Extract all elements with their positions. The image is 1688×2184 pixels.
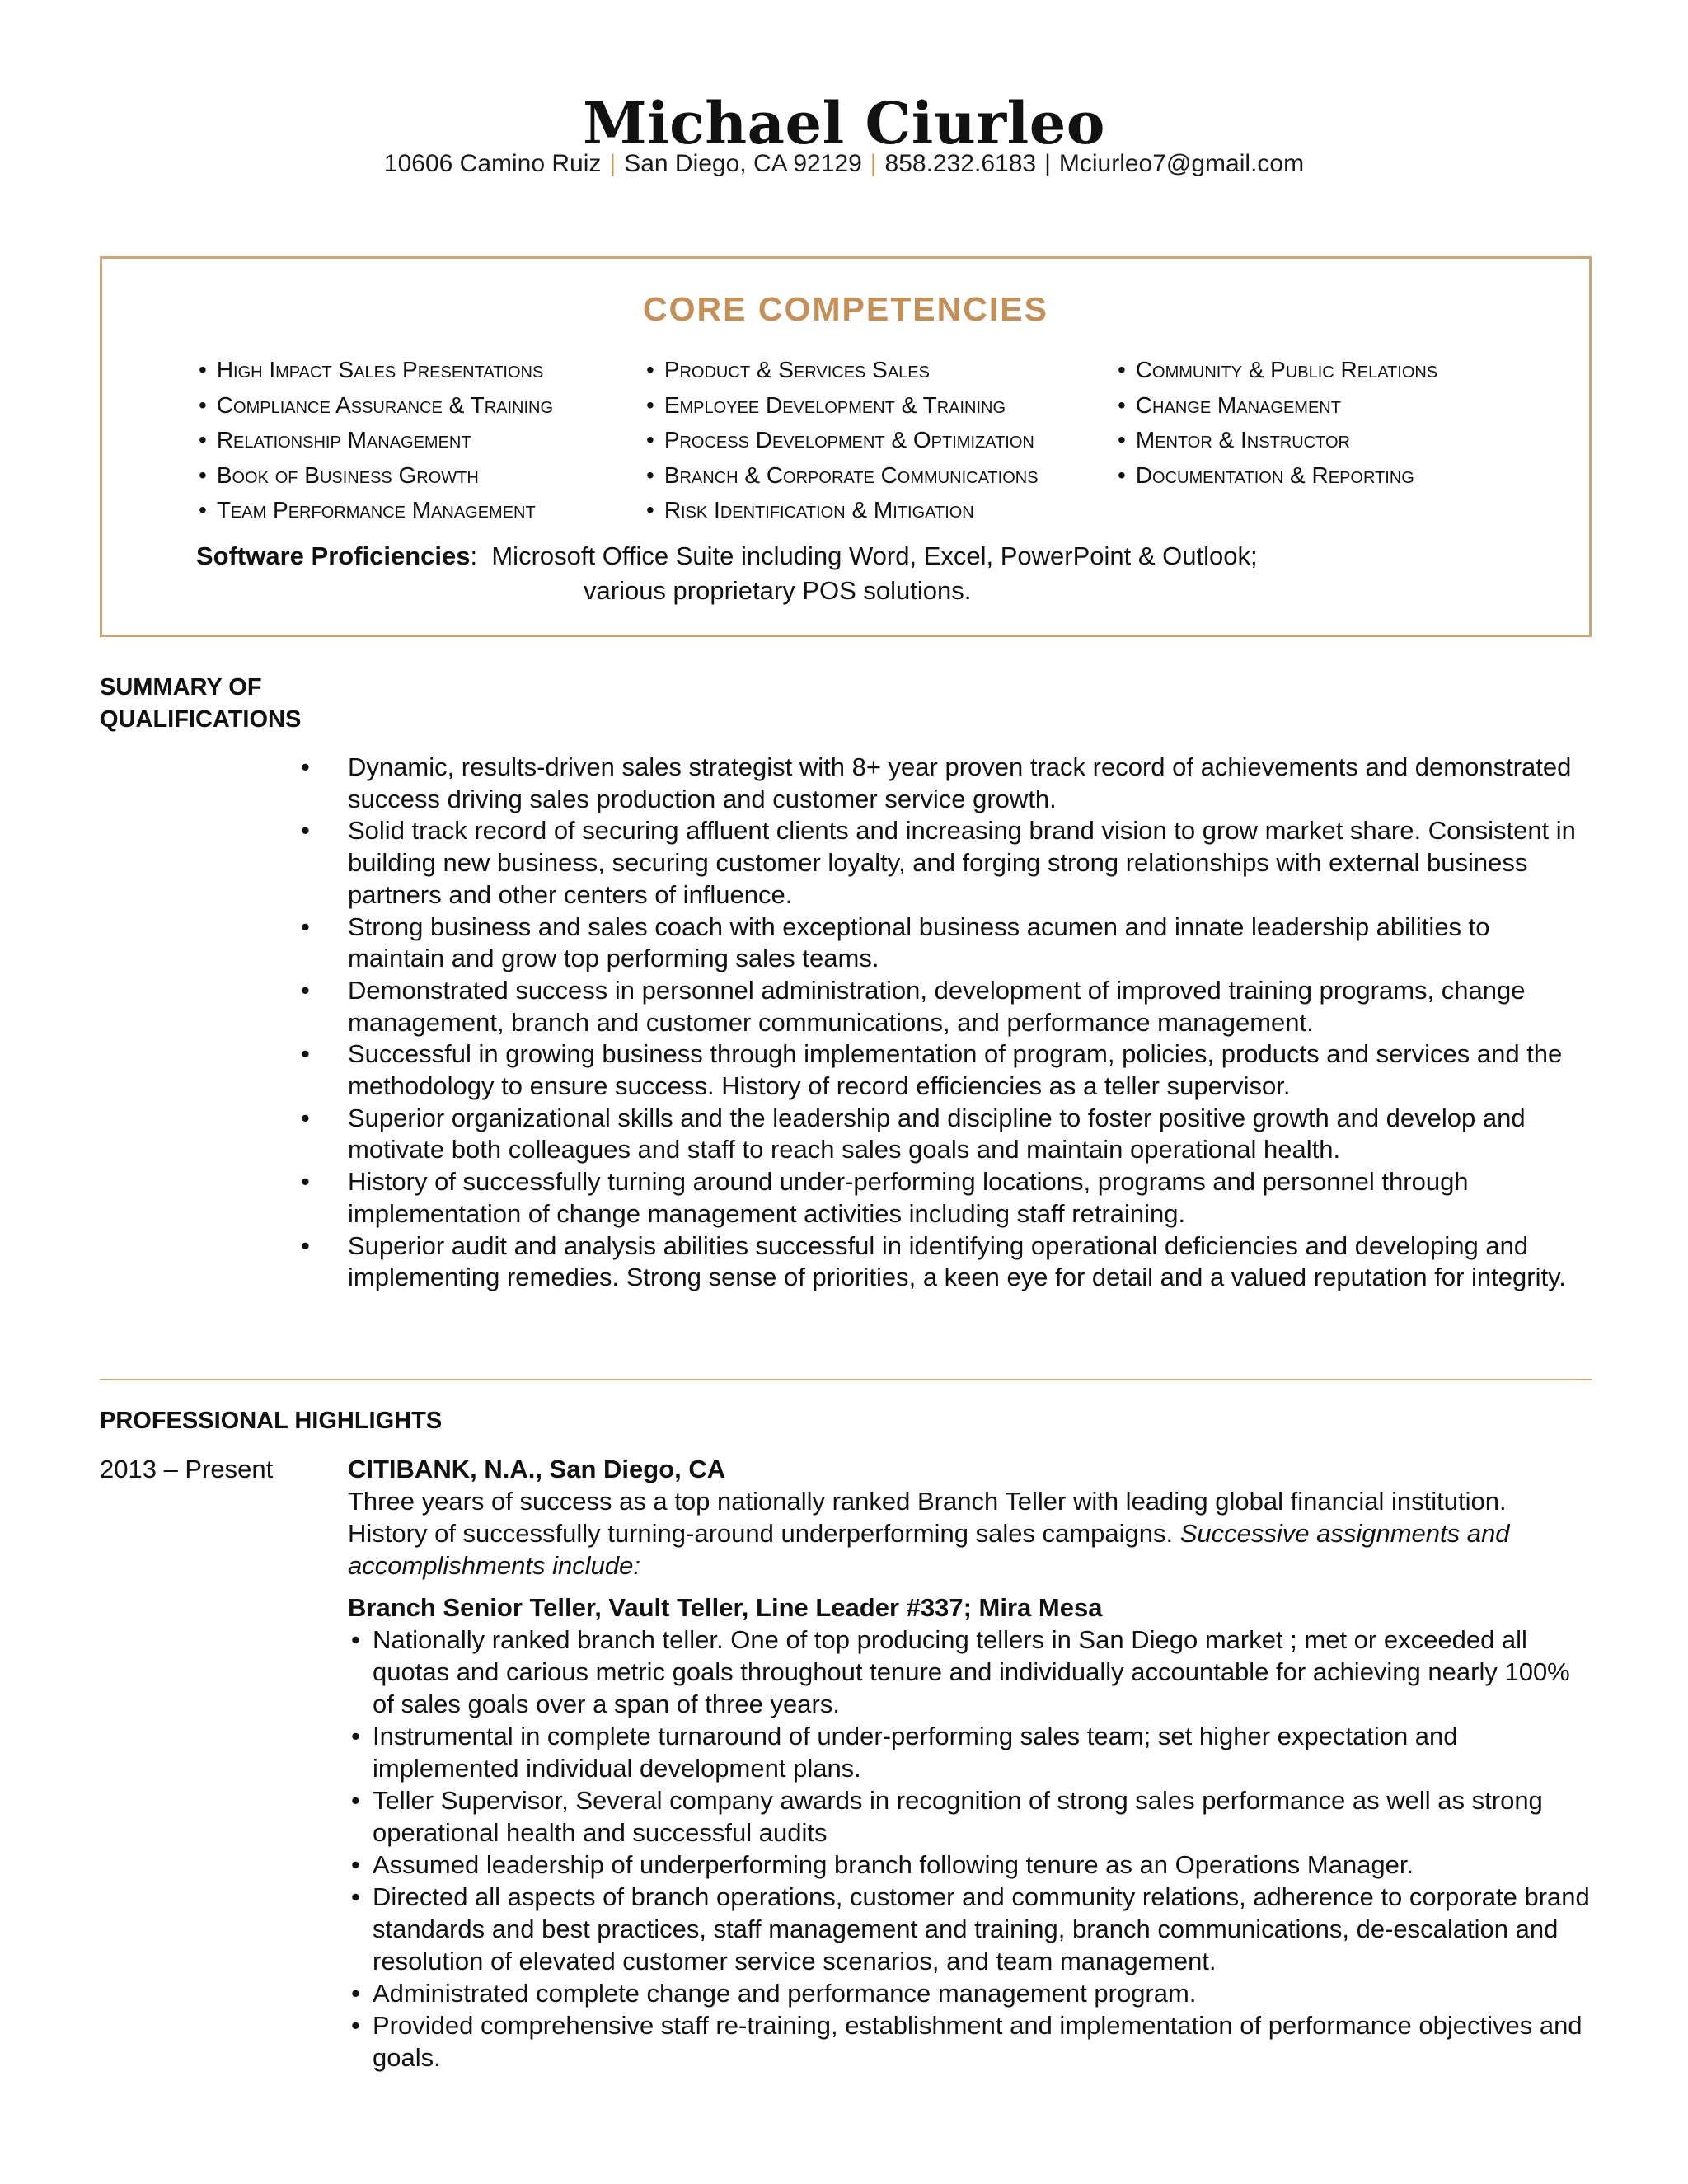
software-label: Software Proficiencies (196, 541, 471, 570)
duty-item: • Provided comprehensive staff re-training, establishment and implementation of performance objectives and goals. (348, 2009, 1592, 2074)
summary-heading: SUMMARY OF QUALIFICATIONS (100, 674, 302, 733)
competency-item: • Documentation & Reporting (1118, 458, 1437, 494)
competency-item: • Compliance Assurance & Training (199, 388, 553, 424)
role-title: Branch Senior Teller, Vault Teller, Line Leader #337; Mira Mesa (348, 1593, 1103, 1622)
software-proficiencies: Software Proficiencies: Microsoft Office Suite including Word, Excel, PowerPoint & Outlook; various proprietary POS solutions. (196, 539, 1258, 574)
competency-item: • Risk Identification & Mitigation (646, 493, 1039, 528)
competency-item: • Change Management (1118, 388, 1437, 424)
competency-column-2 (646, 353, 1039, 528)
section-divider (100, 1379, 1592, 1380)
job-description-text: Three years of success as a top nationally ranked Branch Teller with leading global financial institution. History of successfully turning-around underperforming sales campaigns. (348, 1487, 1507, 1548)
job-entry (348, 1453, 1592, 2074)
separator: | (870, 150, 877, 177)
company-name: CITIBANK, N.A., San Diego, CA (348, 1455, 726, 1483)
summary-list (348, 752, 1592, 1294)
core-competencies-title: CORE COMPETENCIES (643, 290, 1048, 328)
summary-item: • Superior organizational skills and the leadership and discipline to foster positive growth and develop and motivate both colleagues and staff to reach sales goals and maintain operational health. (348, 1103, 1592, 1166)
duty-item: • Administrated complete change and performance management program. (348, 1977, 1592, 2009)
professional-heading: PROFESSIONAL HIGHLIGHTS (100, 1408, 443, 1434)
summary-item: • Demonstrated success in personnel administration, development of improved training programs, change management, branch and customer communications, and performance management. (348, 975, 1592, 1038)
competency-item: • Community & Public Relations (1118, 353, 1437, 388)
contact-line (0, 150, 1688, 178)
competency-column-1 (199, 353, 553, 528)
competency-item: • High Impact Sales Presentations (199, 353, 553, 388)
address: 10606 Camino Ruiz (383, 150, 602, 177)
phone: 858.232.6183 (884, 150, 1037, 177)
software-line-1: Microsoft Office Suite including Word, Excel, PowerPoint & Outlook; (491, 541, 1258, 570)
job-description-italic: Successive assignments and accomplishments include: (348, 1519, 1510, 1580)
competency-column-3 (1118, 353, 1437, 493)
candidate-name: Michael Ciurleo (583, 89, 1105, 157)
duty-item: • Nationally ranked branch teller. One of top producing tellers in San Diego market ; met or exceeded all quotas and carious metric goals throughout tenure and individually accountable for achieving nearly 100% of sales goals over a span of three years. (348, 1624, 1592, 1720)
job-description (348, 1485, 1592, 1582)
separator: | (1044, 150, 1051, 177)
software-line-2: various proprietary POS solutions. (584, 576, 972, 605)
competency-item: • Product & Services Sales (646, 353, 1039, 388)
competency-item: • Process Development & Optimization (646, 423, 1039, 458)
duties-list (348, 1624, 1592, 2074)
summary-item: • Successful in growing business through implementation of program, policies, products and services and the methodology to ensure success. History of record efficiencies as a teller supervisor. (348, 1038, 1592, 1102)
duty-item: • Teller Supervisor, Several company awards in recognition of strong sales performance as well as strong operational health and successful audits (348, 1784, 1592, 1849)
competency-item: • Employee Development & Training (646, 388, 1039, 424)
duty-item: • Instrumental in complete turnaround of under-performing sales team; set higher expectation and implemented individual development plans. (348, 1720, 1592, 1784)
job-dates: 2013 – Present (100, 1455, 274, 1483)
competency-item: • Branch & Corporate Communications (646, 458, 1039, 494)
summary-item: • Dynamic, results-driven sales strategist with 8+ year proven track record of achievements and demonstrated success driving sales production and customer service growth. (348, 752, 1592, 815)
summary-item: • Strong business and sales coach with exceptional business acumen and innate leadership abilities to maintain and grow top performing sales teams. (348, 912, 1592, 975)
duty-item: • Directed all aspects of branch operations, customer and community relations, adherence to corporate brand standards and best practices, staff management and training, branch communications, de-escalation and resolution of elevated customer service scenarios, and team management. (348, 1881, 1592, 1977)
summary-item: • Superior audit and analysis abilities successful in identifying operational deficiencies and developing and implementing remedies. Strong sense of priorities, a keen eye for detail and a valued reputation for integrity. (348, 1230, 1592, 1294)
summary-item: • History of successfully turning around under-performing locations, programs and personnel through implementation of change management activities including staff retraining. (348, 1166, 1592, 1230)
summary-item: • Solid track record of securing affluent clients and increasing brand vision to grow market share. Consistent in building new business, securing customer loyalty, and forging strong relationships with external business partners and other centers of influence. (348, 815, 1592, 911)
email-link[interactable]: Mciurleo7@gmail.com (1058, 150, 1305, 177)
city-state-zip: San Diego, CA 92129 (624, 150, 862, 177)
separator: | (609, 150, 617, 177)
competency-item: • Book of Business Growth (199, 458, 553, 494)
competency-item: • Relationship Management (199, 423, 553, 458)
core-competencies-box (100, 256, 1592, 637)
competency-item: • Mentor & Instructor (1118, 423, 1437, 458)
competency-item: • Team Performance Management (199, 493, 553, 528)
duty-item: • Assumed leadership of underperforming branch following tenure as an Operations Manager. (348, 1849, 1592, 1881)
